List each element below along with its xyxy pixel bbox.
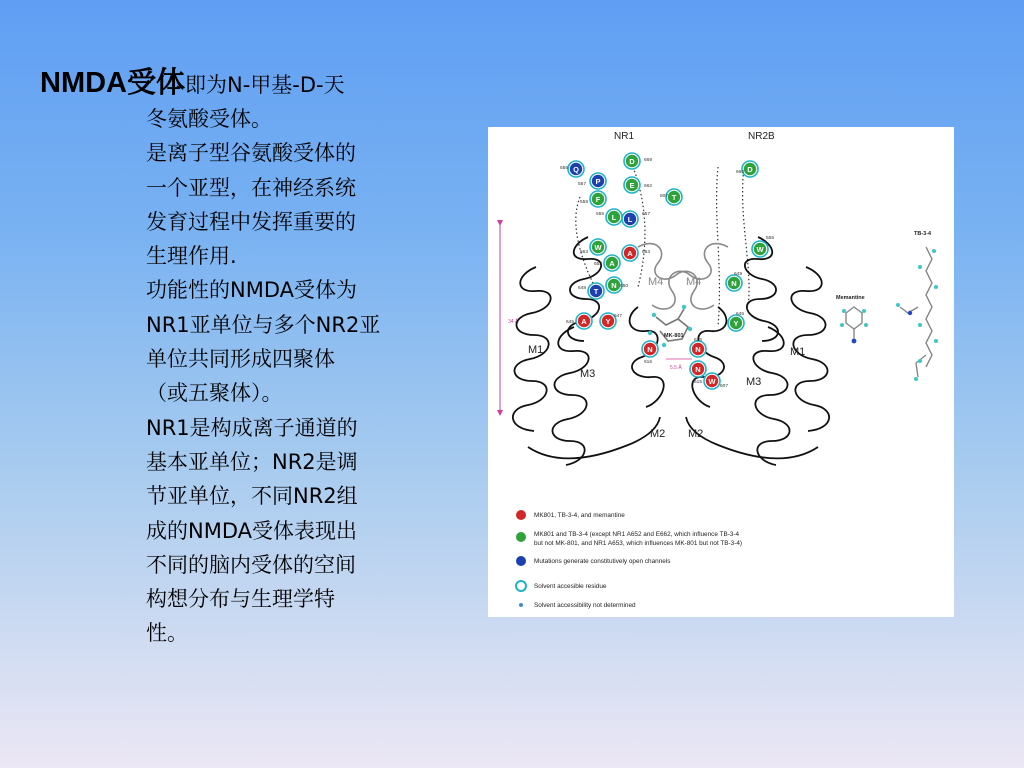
residue-number: 615 — [694, 380, 703, 385]
body-line: 不同的脑内受体的空间 — [146, 552, 356, 577]
residue-number: 645 — [566, 320, 575, 325]
title-nmda-receptor: NMDA受体 — [40, 67, 185, 99]
label-mk801: MK-801 — [664, 333, 684, 339]
residue-number: 653 — [642, 250, 651, 255]
body-line: 是离子型谷氨酸受体的 — [146, 141, 356, 166]
residue-letter: N — [695, 364, 701, 374]
residue-l657 — [622, 211, 650, 227]
figure-legend — [516, 510, 742, 609]
figure-diagram — [488, 127, 954, 617]
residue-letter: D — [629, 156, 635, 166]
slide-title — [40, 66, 460, 102]
residue-number: 558 — [580, 200, 589, 205]
label-5-5-angstrom: 5.5 Å — [670, 365, 682, 371]
label-tb34: TB-3-4 — [914, 231, 932, 237]
label-nr1: NR1 — [614, 131, 635, 142]
residue-t648 — [578, 283, 604, 299]
body-line: 发育过程中发挥重要的 — [146, 209, 356, 234]
residue-number: 616 — [644, 360, 653, 365]
body-line: 生理作用. — [146, 244, 237, 269]
residue-letter: P — [595, 176, 601, 186]
residue-letter: W — [594, 242, 602, 252]
residue-letter: W — [756, 244, 764, 254]
residue-number: 668 — [736, 170, 745, 175]
label-nr2b: NR2B — [748, 131, 775, 142]
residue-number: 555 — [766, 236, 775, 241]
label-m2-left: M2 — [650, 428, 666, 440]
residue-number: 662 — [644, 184, 653, 189]
legend-marker-blue — [516, 556, 526, 566]
legend-marker-green — [516, 532, 526, 542]
residue-letter: Q — [573, 164, 579, 174]
memantine-molecule — [836, 295, 868, 343]
residue-n650 — [606, 277, 628, 293]
residue-letter: A — [609, 258, 615, 268]
residue-number: 557 — [578, 182, 587, 187]
residue-w607 — [704, 373, 728, 389]
residue-l555 — [596, 209, 622, 225]
legend-marker-red — [516, 510, 526, 520]
nmda-receptor-figure — [488, 127, 954, 617]
residue-n649 — [726, 271, 742, 291]
slide-body — [146, 102, 460, 651]
body-line: （或五聚体）。 — [146, 381, 283, 406]
label-34-angstrom: 34 Å — [508, 319, 519, 325]
body-line: 节亚单位，不同NR2组 — [146, 484, 358, 509]
body-line: 一个亚型，在神经系统 — [146, 175, 356, 200]
body-line: 性。 — [146, 621, 188, 646]
residue-number: 669 — [644, 158, 653, 163]
residue-letter: N — [731, 278, 737, 288]
residue-w563 — [580, 239, 606, 255]
legend-marker-dot — [519, 603, 523, 607]
residue-d669 — [624, 153, 652, 169]
residue-p557 — [578, 173, 606, 189]
body-line: NR1亚单位与多个NR2亚 — [146, 312, 381, 337]
residue-q556 — [560, 161, 584, 177]
label-memantine: Memantine — [836, 295, 865, 301]
body-line: 基本亚单位；NR2是调 — [146, 449, 358, 474]
residue-number: 563 — [580, 250, 589, 255]
body-line: 冬氨酸受体。 — [146, 107, 272, 131]
residue-t807 — [660, 189, 682, 205]
body-line: 单位共同形成四聚体 — [146, 347, 335, 372]
legend-item-green: MK801 and TB-3-4 (except NR1 A652 and E662, which influence TB-3-4 — [534, 531, 740, 538]
mk801-molecule — [648, 305, 692, 371]
residue-number: 807 — [660, 194, 669, 199]
residue-number: 647 — [614, 314, 623, 319]
title-rest: 即为N-甲基-D-天 — [185, 73, 345, 97]
residue-letter: L — [611, 212, 617, 222]
tb34-molecule — [896, 231, 938, 381]
label-m1-left: M1 — [528, 344, 544, 356]
label-m3-right: M3 — [746, 376, 762, 388]
residue-letter: A — [627, 248, 633, 258]
body-line: 构想分布与生理学特 — [146, 587, 335, 612]
residue-letter: L — [627, 214, 633, 224]
residue-letter: N — [695, 344, 701, 354]
residue-letter: T — [593, 286, 599, 296]
residue-number: 652 — [594, 262, 603, 267]
residue-a653 — [622, 245, 650, 261]
nr2b-helices — [686, 237, 829, 465]
legend-marker-ring — [516, 581, 526, 591]
residue-letter: Y — [605, 316, 611, 326]
slide-text — [40, 66, 460, 651]
label-m4-right: M4 — [686, 276, 702, 288]
residue-letter: F — [595, 194, 601, 204]
body-line: NR1是构成离子通道的 — [146, 415, 358, 440]
residue-letter: N — [647, 344, 653, 354]
residue-n615 — [690, 337, 706, 357]
residue-number: 556 — [560, 166, 569, 171]
residue-number: 555 — [596, 212, 605, 217]
residue-letter: D — [747, 164, 753, 174]
legend-item-blue: Mutations generate constitutively open channels — [534, 558, 671, 565]
residue-number: 657 — [642, 212, 651, 217]
residue-number: 646 — [736, 312, 745, 317]
body-line: 功能性的NMDA受体为 — [146, 278, 357, 303]
legend-item-red: MK801, TB-3-4, and memantine — [534, 512, 625, 519]
residue-number: 649 — [734, 272, 743, 277]
residue-d668 — [736, 161, 758, 177]
residue-number: 650 — [620, 284, 629, 289]
residue-letter: A — [581, 316, 587, 326]
residue-y647 — [600, 313, 622, 329]
residue-number: 648 — [578, 286, 587, 291]
residue-letter: T — [671, 192, 677, 202]
legend-item-dot: Solvent accessibility not determined — [534, 602, 636, 609]
residue-f558 — [580, 191, 606, 207]
legend-item-ring: Solvent accesible residue — [534, 583, 607, 590]
residue-number: 615 — [694, 338, 703, 343]
residue-letter: W — [708, 376, 716, 386]
label-m3-left: M3 — [580, 368, 596, 380]
label-m1-right: M1 — [790, 346, 806, 358]
residue-e662 — [624, 177, 652, 193]
residue-number: 607 — [720, 384, 729, 389]
residue-letter: Y — [733, 318, 739, 328]
residue-y646 — [728, 311, 744, 331]
residue-n616 — [642, 341, 658, 365]
legend-item-green-cont: but not MK-801, and NR1 A653, which influences MK-801 but not TB-3-4) — [534, 540, 743, 547]
body-line: 成的NMDA受体表现出 — [146, 518, 357, 543]
residue-letter: E — [629, 180, 635, 190]
label-m2-right: M2 — [688, 428, 704, 440]
label-m4-left: M4 — [648, 276, 664, 288]
residue-letter: N — [611, 280, 617, 290]
residue-a652 — [594, 255, 620, 271]
